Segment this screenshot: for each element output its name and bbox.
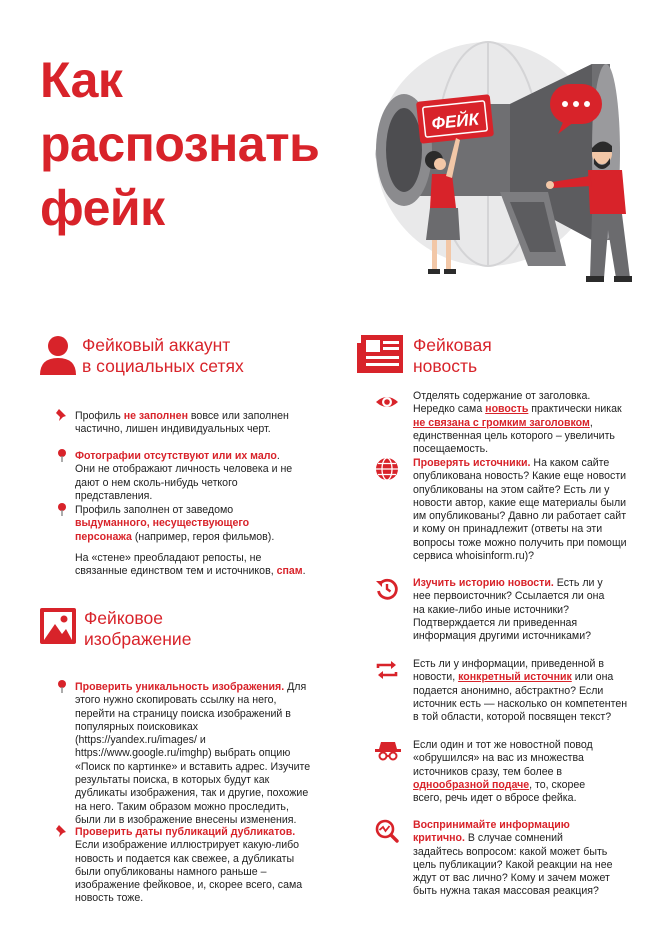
title-line-1: Как: [40, 52, 123, 108]
item-text: Изучить историю новости.: [413, 577, 554, 589]
section-title-line: в социальных сетях: [82, 356, 244, 376]
item-text: конкретный источник: [458, 671, 572, 684]
section-fake-image: [40, 608, 191, 650]
item-text: В случае сомнений задайтесь вопросом: какой может быть цель публикации? Какой реакции на нее ждут от вас лично? Кому и зачем может быть нужна такая массовая реакция?: [413, 832, 613, 898]
title-line-3: фейк: [40, 180, 165, 236]
item-text: не заполнен: [123, 410, 188, 422]
list-item: [75, 504, 275, 544]
list-item: [75, 552, 315, 579]
item-text: Есть ли у информации, приведенной в новости,: [413, 658, 604, 684]
item-text: вовсе или заполнен частично, лишен индивидуальных черт.: [75, 410, 289, 436]
item-text: Если один и тот же новостной повод «обрушился» на вас из множества источников сразу, тем более в: [413, 739, 593, 778]
section-title-line: новость: [413, 356, 478, 376]
title-line-2: распознать: [40, 116, 320, 172]
item-text: .: [302, 565, 306, 578]
item-text: Воспринимайте информацию критично.: [413, 819, 570, 845]
item-text: новость: [485, 403, 529, 416]
item-text: не связана с громким заголовком: [413, 416, 590, 429]
list-item: [75, 681, 311, 827]
section-title-line: изображение: [84, 629, 192, 649]
history-icon: [375, 577, 399, 601]
section-title-line: Фейковое: [84, 608, 163, 628]
pin-icon: [55, 824, 69, 838]
list-item: [75, 826, 321, 906]
repeat-icon: [375, 658, 399, 682]
list-item: [413, 739, 613, 805]
page-title: [40, 48, 340, 240]
list-item: [75, 410, 315, 437]
item-text: На «стене» преобладают репосты, не связанные единством тем и источников,: [75, 552, 277, 578]
item-text: спам: [276, 565, 303, 578]
list-item: [413, 390, 631, 456]
section-title: [82, 335, 244, 377]
list-item: [75, 450, 295, 503]
item-text: Фотографии отсутствуют или их мало: [75, 450, 277, 462]
item-text: выдуманного, несуществующего персонажа: [75, 517, 250, 543]
item-text: На каком сайте опубликована новость? Какие еще новости опубликованы на этом сайте? Есть ли у новости автор, какие еще материалы были им опубликованы? Давно ли работает сайт и кому он принадлежит (ответы на эти вопросы тоже можно получить при помощи сервиса whoisinform.ru)?: [413, 457, 627, 563]
pin-icon: [55, 408, 69, 422]
globe-icon: [375, 457, 399, 481]
item-text: Проверить уникальность изображения.: [75, 681, 285, 693]
item-text: Проверять источники.: [413, 457, 531, 469]
eye-icon: [375, 390, 399, 414]
item-text: . Они не отображают личность человека и не дают о нем сколь-нибудь четкого представления.: [75, 450, 293, 502]
hero-illustration: [360, 26, 660, 288]
item-text: Для этого нужно скопировать ссылку на него, перейти на страницу поиска изображений в популярных поисковиках (https://yandex.ru/images/ и https://www.google.ru/imghp) выбрать опцию «Поиск по картинке» и вставить адрес. Изучите результаты поиска, в которых будут как дубликаты изображения, так и другие, похожие на него. Таким образом можно проследить, были ли в изображение внесены изменения.: [75, 681, 311, 826]
section-fake-news: [357, 335, 492, 377]
item-text: однообразной подаче: [413, 778, 530, 791]
pin-icon: [55, 502, 69, 516]
pin-icon: [55, 679, 69, 693]
item-text: Проверить даты публикаций дубликатов.: [75, 826, 296, 838]
search-analytics-icon: [375, 819, 399, 843]
item-text: Если изображение иллюстрирует какую-либо новость и подается как свежее, а дубликаты были опубликованы намного раньше – изображение фейковое, и, скорее всего, сама новость тоже.: [75, 839, 303, 905]
item-text: , то, скорее всего, речь идет о вбросе фейка.: [413, 778, 586, 805]
list-item: [413, 819, 613, 899]
section-fake-account: [40, 335, 244, 377]
spy-icon: [375, 739, 401, 763]
item-text: (например, героя фильмов).: [131, 530, 275, 543]
item-text: или она подается анонимно, абстрактно? Если источник есть — насколько он компетентен в той области, которой посвящен текст?: [413, 671, 628, 724]
item-text: Есть ли у нее первоисточник? Ссылается ли она на какие-либо иные источники? Подтверждается ли приведенная информация другими источниками?: [413, 577, 605, 643]
section-title: [84, 608, 191, 650]
list-item: [413, 577, 613, 643]
item-text: Отделять содержание от заголовка. Нередко сама: [413, 390, 591, 416]
item-text: практически никак: [528, 403, 622, 416]
item-text: Профиль заполнен от заведомо: [75, 504, 234, 516]
user-icon: [40, 335, 76, 375]
newspaper-icon: [357, 335, 403, 373]
list-item: [413, 457, 631, 563]
image-icon: [40, 608, 76, 644]
list-item: [413, 658, 633, 724]
item-text: , единственная цель которого – увеличить посещаемость.: [413, 416, 615, 456]
pin-icon: [55, 448, 69, 462]
section-title: [413, 335, 492, 377]
item-text: Профиль: [75, 410, 124, 422]
fake-sign-text: ФЕЙК: [430, 109, 480, 134]
section-title-line: Фейковый аккаунт: [82, 335, 231, 355]
section-title-line: Фейковая: [413, 335, 492, 355]
